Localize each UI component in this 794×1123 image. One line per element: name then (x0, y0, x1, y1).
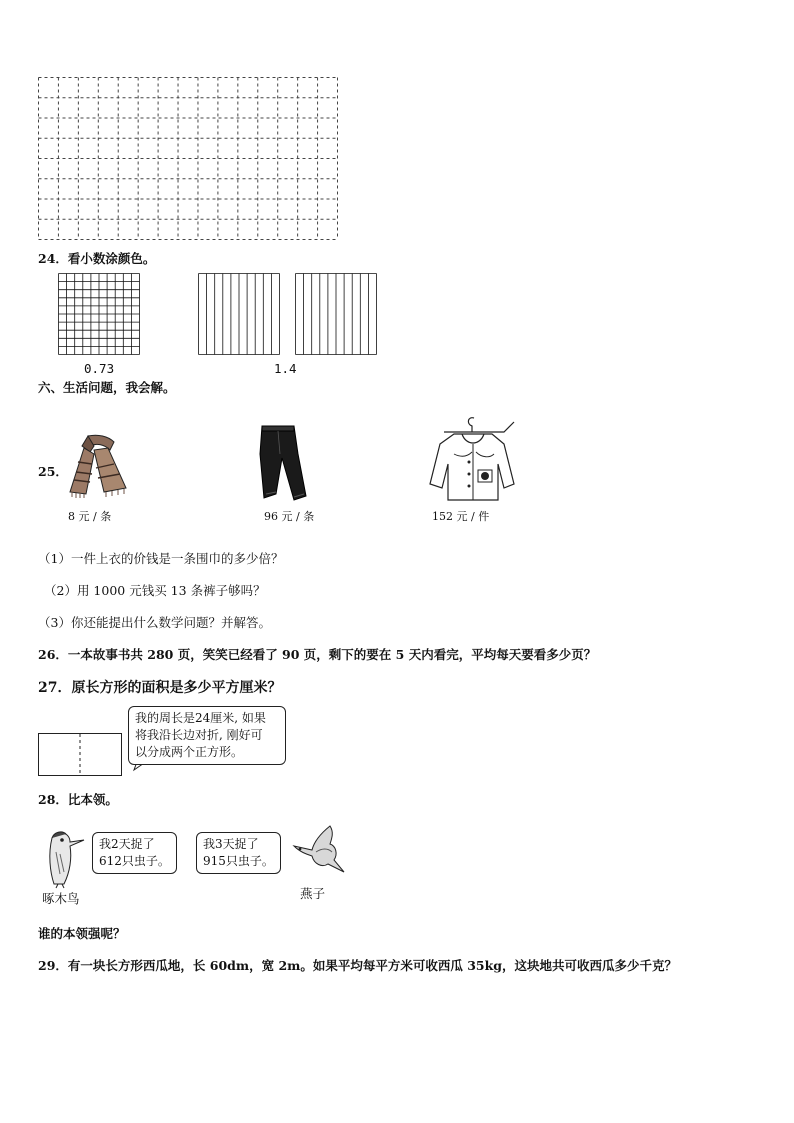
pants-image (254, 424, 312, 506)
swallow-image (286, 824, 346, 880)
q29-text: 29．有一块长方形西瓜地，长 60dm，宽 2m。如果平均每平方米可收西瓜 35kg，这块地共可收西瓜多少千克？ (38, 958, 678, 973)
q26-text: 26．一本故事书共 280 页，笑笑已经看了 90 页，剩下的要在 5 天内看完，平均每天要看多少页？ (38, 647, 597, 662)
scarf-image (64, 432, 130, 498)
swallow-line-2: 915只虫子。 (203, 854, 274, 868)
label-0-73: 0.73 (84, 361, 115, 376)
pants-price: 96 元 / 条 (264, 510, 315, 523)
q25-sub3: （3）你还能提出什么数学问题？并解答。 (38, 615, 271, 630)
q27-speech-bubble (128, 706, 286, 765)
jacket-price: 152 元 / 件 (432, 510, 490, 523)
tenths-square-2 (295, 273, 377, 355)
tenths-square-1 (198, 273, 280, 355)
q28-question: 谁的本领强呢？ (38, 926, 126, 941)
woodpecker-image (40, 828, 88, 888)
woodpecker-line-2: 612只虫子。 (99, 854, 170, 868)
woodpecker-line-1: 我2天捉了 (99, 837, 155, 851)
woodpecker-bubble (92, 832, 177, 874)
q27-bubble-line-2: 将我沿长边对折, 刚好可 (135, 728, 263, 742)
section-6-title: 六、生活问题，我会解。 (38, 380, 176, 395)
woodpecker-label: 啄木鸟 (42, 891, 80, 906)
dashed-grid (38, 77, 338, 240)
label-1-4: 1.4 (274, 361, 297, 376)
q25-number: 25． (38, 464, 68, 479)
q28-title: 28．比本领。 (38, 792, 118, 807)
q24-title: 24．看小数涂颜色。 (38, 251, 156, 266)
q27-bubble-line-3: 以分成两个正方形。 (135, 745, 244, 759)
jacket-image (424, 414, 518, 504)
swallow-line-1: 我3天捉了 (203, 837, 259, 851)
q25-sub2: （2）用 1000 元钱买 13 条裤子够吗？ (44, 583, 266, 598)
swallow-label: 燕子 (300, 886, 326, 901)
hundred-grid (58, 273, 140, 355)
scarf-price: 8 元 / 条 (68, 510, 112, 523)
swallow-bubble (196, 832, 281, 874)
rectangle-figure (38, 733, 124, 777)
q27-bubble-line-1: 我的周长是24厘米, 如果 (135, 711, 266, 725)
q27-title: 27．原长方形的面积是多少平方厘米？ (38, 680, 282, 696)
q25-sub1: （1）一件上衣的价钱是一条围巾的多少倍？ (38, 551, 284, 566)
